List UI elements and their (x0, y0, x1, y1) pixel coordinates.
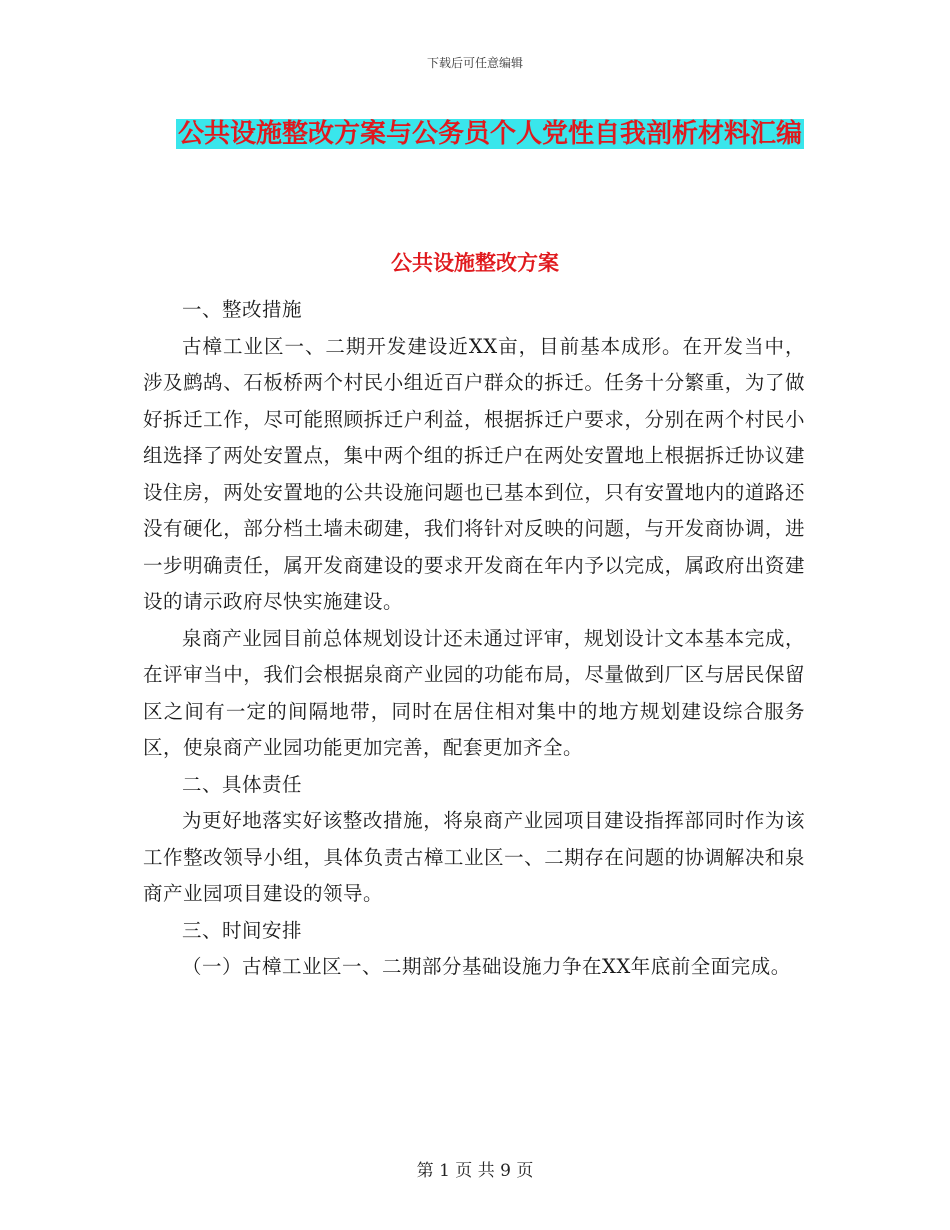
paragraph-guzhang: 古樟工业区一、二期开发建设近XX亩，目前基本成形。在开发当中，涉及鹧鸪、石板桥两个村民小组近百户群众的拆迁。任务十分繁重，为了做好拆迁工作，尽可能照顾拆迁户利益，根据拆迁户要求，分别在两个村民小组选择了两处安置点，集中两个组的拆迁户在两处安置地上根据拆迁协议建设住房，两处安置地的公共设施问题也已基本到位，只有安置地内的道路还没有硬化，部分档土墙未砌建，我们将针对反映的问题，与开发商协调，进一步明确责任，属开发商建设的要求开发商在年内予以完成，属政府出资建设的请示政府尽快实施建设。 (143, 334, 805, 613)
document-title (150, 112, 830, 156)
document-body (143, 292, 805, 986)
header-note: 下载后可任意编辑 (426, 56, 523, 70)
page-footer: 第 1 页 共 9 页 (416, 1161, 534, 1181)
heading-responsibility: 二、具体责任 (182, 772, 303, 796)
heading-measures: 一、整改措施 (182, 298, 303, 321)
document-title-text: 公共设施整改方案与公务员个人党性自我剖析材料汇编 (177, 119, 802, 149)
paragraph-responsibility: 为更好地落实好该整改措施，将泉商产业园项目建设指挥部同时作为该工作整改领导小组，具体负责古樟工业区一、二期存在问题的协调解决和泉商产业园项目建设的领导。 (143, 809, 805, 905)
section-title: 公共设施整改方案 (391, 251, 559, 275)
paragraph-schedule-1: （一）古樟工业区一、二期部分基础设施力争在XX年底前全面完成。 (182, 955, 791, 978)
paragraph-quanshang: 泉商产业园目前总体规划设计还未通过评审，规划设计文本基本完成，在评审当中，我们会根据泉商产业园的功能布局，尽量做到厂区与居民保留区之间有一定的间隔地带，同时在居住相对集中的地方规划建设综合服务区，使泉商产业园功能更加完善，配套更加齐全。 (143, 626, 805, 759)
heading-schedule: 三、时间安排 (182, 918, 303, 942)
